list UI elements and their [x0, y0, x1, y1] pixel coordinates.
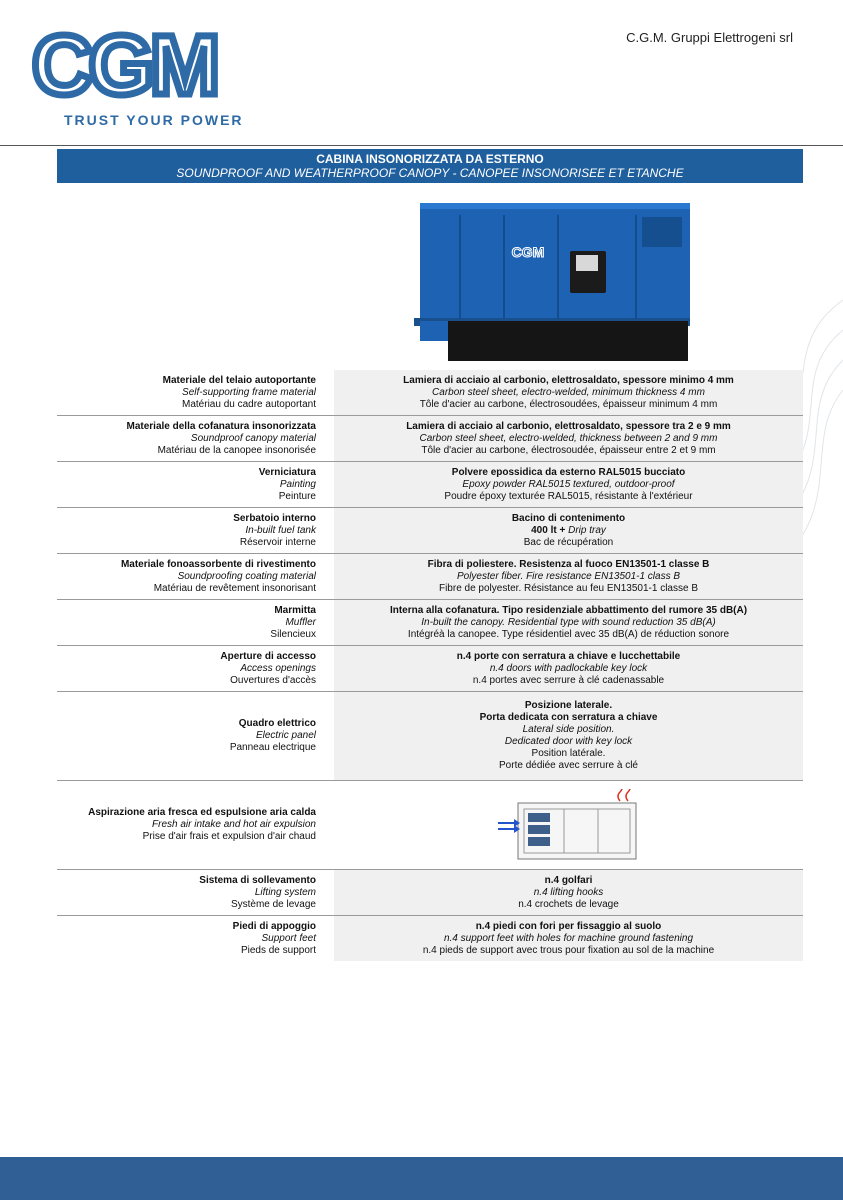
- fuel-capacity: 400 lt +: [531, 524, 566, 536]
- value-en: Carbon steel sheet, electro-welded, minimum thickness 4 mm: [432, 386, 705, 398]
- spec-row-electric-panel: [57, 692, 803, 781]
- label-en: Soundproof canopy material: [190, 432, 316, 444]
- spec-label: [57, 370, 334, 415]
- value-it: Fibra di poliestere. Resistenza al fuoco EN13501-1 classe B: [427, 558, 710, 570]
- label-it: Aperture di accesso: [220, 650, 316, 662]
- label-fr: Prise d'air frais et expulsion d'air chaud: [142, 831, 316, 842]
- value-it: Interna alla cofanatura. Tipo residenziale abbattimento del rumore 35 dB(A): [389, 604, 748, 616]
- spec-value: [334, 416, 803, 461]
- value-en: n.4 lifting hooks: [533, 886, 604, 898]
- section-banner: [57, 149, 803, 183]
- label-it: Aspirazione aria fresca ed espulsione aria calda: [88, 807, 316, 818]
- banner-title: CABINA INSONORIZZATA DA ESTERNO: [316, 152, 544, 166]
- logo-letters: CGM: [32, 22, 216, 112]
- value-it: Lamiera di acciaio al carbonio, elettrosaldato, spessore minimo 4 mm: [403, 374, 734, 386]
- value-fr: Fibre de polyester. Résistance au feu EN13501-1 classe B: [438, 582, 699, 594]
- label-it: Materiale della cofanatura insonorizzata: [126, 420, 316, 432]
- label-en: In-built fuel tank: [245, 524, 316, 536]
- spec-row-muffler: [57, 600, 803, 646]
- value-fr: n.4 portes avec serrure à clé cadenassable: [472, 674, 665, 686]
- label-fr: Ouvertures d'accès: [230, 674, 316, 686]
- logo-tagline: TRUST YOUR POWER: [64, 112, 244, 128]
- label-en: Painting: [279, 478, 316, 490]
- label-fr: Système de levage: [230, 898, 316, 910]
- label-en: Lifting system: [254, 886, 316, 898]
- label-fr: Peinture: [278, 490, 316, 502]
- label-en: Self-supporting frame material: [182, 386, 316, 398]
- label-fr: Silencieux: [270, 628, 316, 640]
- value-fr: Intégréà la canopee. Type résidentiel avec 35 dB(A) de réduction sonore: [407, 628, 730, 640]
- label-fr: Matériau de la canopee insonorisée: [157, 444, 316, 456]
- label-it: Verniciatura: [258, 466, 316, 478]
- spec-table: [57, 370, 803, 961]
- spec-value: [334, 554, 803, 599]
- value-it: n.4 golfari: [544, 874, 593, 886]
- value-en: In-built the canopy. Residential type with sound reduction 35 dB(A): [421, 616, 716, 628]
- value-fr: n.4 crochets de levage: [518, 898, 619, 910]
- company-name: C.G.M. Gruppi Elettrogeni srl: [626, 30, 793, 45]
- canopy-image: [412, 193, 692, 368]
- spec-value: [334, 870, 803, 915]
- spec-label: [57, 462, 334, 507]
- cgm-logo: [30, 22, 290, 132]
- value-it: Lamiera di acciaio al carbonio, elettrosaldato, spessore tra 2 e 9 mm: [406, 420, 731, 432]
- label-fr: Matériau de revêtement insonorisant: [153, 582, 316, 594]
- value-it: Bacino di contenimento: [511, 512, 626, 524]
- spec-label: [57, 554, 334, 599]
- spec-value: [334, 370, 803, 415]
- label-en: Soundproofing coating material: [177, 570, 316, 582]
- label-en: Support feet: [261, 932, 316, 944]
- label-it: Marmitta: [274, 604, 316, 616]
- spec-row-air-intake: [57, 781, 803, 870]
- value-fr: Porte dédiée avec serrure à clé: [499, 760, 638, 771]
- spec-row-painting: [57, 462, 803, 508]
- spec-label: [57, 600, 334, 645]
- footer-bar: [0, 1157, 843, 1200]
- label-it: Quadro elettrico: [238, 718, 316, 729]
- spec-value: [334, 462, 803, 507]
- spec-label: [57, 646, 334, 691]
- value-en: Dedicated door with key lock: [504, 736, 633, 747]
- label-it: Piedi di appoggio: [232, 920, 316, 932]
- label-en: Fresh air intake and hot air expulsion: [152, 819, 316, 830]
- label-it: Materiale del telaio autoportante: [162, 374, 316, 386]
- spec-label: [57, 781, 334, 869]
- label-en: Electric panel: [255, 730, 316, 741]
- value-fr: n.4 pieds de support avec trous pour fixation au sol de la machine: [422, 944, 715, 956]
- spec-row-canopy-material: [57, 416, 803, 462]
- label-it: Sistema di sollevamento: [199, 874, 316, 886]
- banner-subtitle: SOUNDPROOF AND WEATHERPROOF CANOPY - CANOPEE INSONORISEE ET ETANCHE: [176, 166, 684, 180]
- value-it: n.4 piedi con fori per fissaggio al suolo: [475, 920, 662, 932]
- value-en: n.4 doors with padlockable key lock: [489, 662, 648, 674]
- header-divider: [0, 145, 843, 146]
- value-en: Carbon steel sheet, electro-welded, thickness between 2 and 9 mm: [419, 432, 718, 444]
- spec-row-fuel-tank: [57, 508, 803, 554]
- value-fr: Bac de récupération: [523, 536, 614, 548]
- spec-label: [57, 508, 334, 553]
- spec-value: [334, 508, 803, 553]
- value-it: Posizione laterale.: [524, 700, 613, 711]
- value-fr: Poudre époxy texturée RAL5015, résistante à l'extérieur: [444, 490, 693, 502]
- label-fr: Pieds de support: [240, 944, 316, 956]
- value-fr: Tôle d'acier au carbone, électrosoudée, épaisseur entre 2 et 9 mm: [421, 444, 716, 456]
- spec-label: [57, 916, 334, 961]
- spec-row-frame: [57, 370, 803, 416]
- spec-label: [57, 870, 334, 915]
- label-it: Materiale fonoassorbente di rivestimento: [120, 558, 316, 570]
- value-en: Polyester fiber. Fire resistance EN13501-1 class B: [456, 570, 681, 582]
- value-fr: Position latérale.: [531, 748, 606, 759]
- spec-row-lifting: [57, 870, 803, 916]
- airflow-diagram: [494, 789, 644, 861]
- spec-value: [334, 692, 803, 780]
- label-it: Serbatoio interno: [233, 512, 316, 524]
- spec-label: [57, 692, 334, 780]
- value-it: n.4 porte con serratura a chiave e lucchettabile: [456, 650, 681, 662]
- spec-label: [57, 416, 334, 461]
- spec-row-support-feet: [57, 916, 803, 961]
- value-fr: Tôle d'acier au carbone, électrosoudées, épaisseur minimum 4 mm: [419, 398, 718, 410]
- label-en: Muffler: [285, 616, 316, 628]
- spec-value: [334, 781, 803, 869]
- spec-row-access-openings: [57, 646, 803, 692]
- value-it: Polvere epossidica da esterno RAL5015 bucciato: [451, 466, 686, 478]
- label-fr: Réservoir interne: [239, 536, 316, 548]
- value-en: Epoxy powder RAL5015 textured, outdoor-proof: [462, 478, 675, 490]
- canopy-logo: CGM: [511, 244, 545, 260]
- value-en: Drip tray: [568, 524, 606, 536]
- value-it: Porta dedicata con serratura a chiave: [479, 712, 658, 723]
- value-capacity-line: [531, 525, 606, 537]
- label-fr: Panneau electrique: [229, 742, 316, 753]
- value-en: n.4 support feet with holes for machine ground fastening: [443, 932, 694, 944]
- spec-row-soundproofing: [57, 554, 803, 600]
- spec-value: [334, 916, 803, 961]
- label-en: Access openings: [240, 662, 316, 674]
- cgm-logo-graphic: [30, 22, 290, 132]
- spec-value: [334, 600, 803, 645]
- label-fr: Matériau du cadre autoportant: [182, 398, 316, 410]
- spec-value: [334, 646, 803, 691]
- value-en: Lateral side position.: [522, 724, 615, 735]
